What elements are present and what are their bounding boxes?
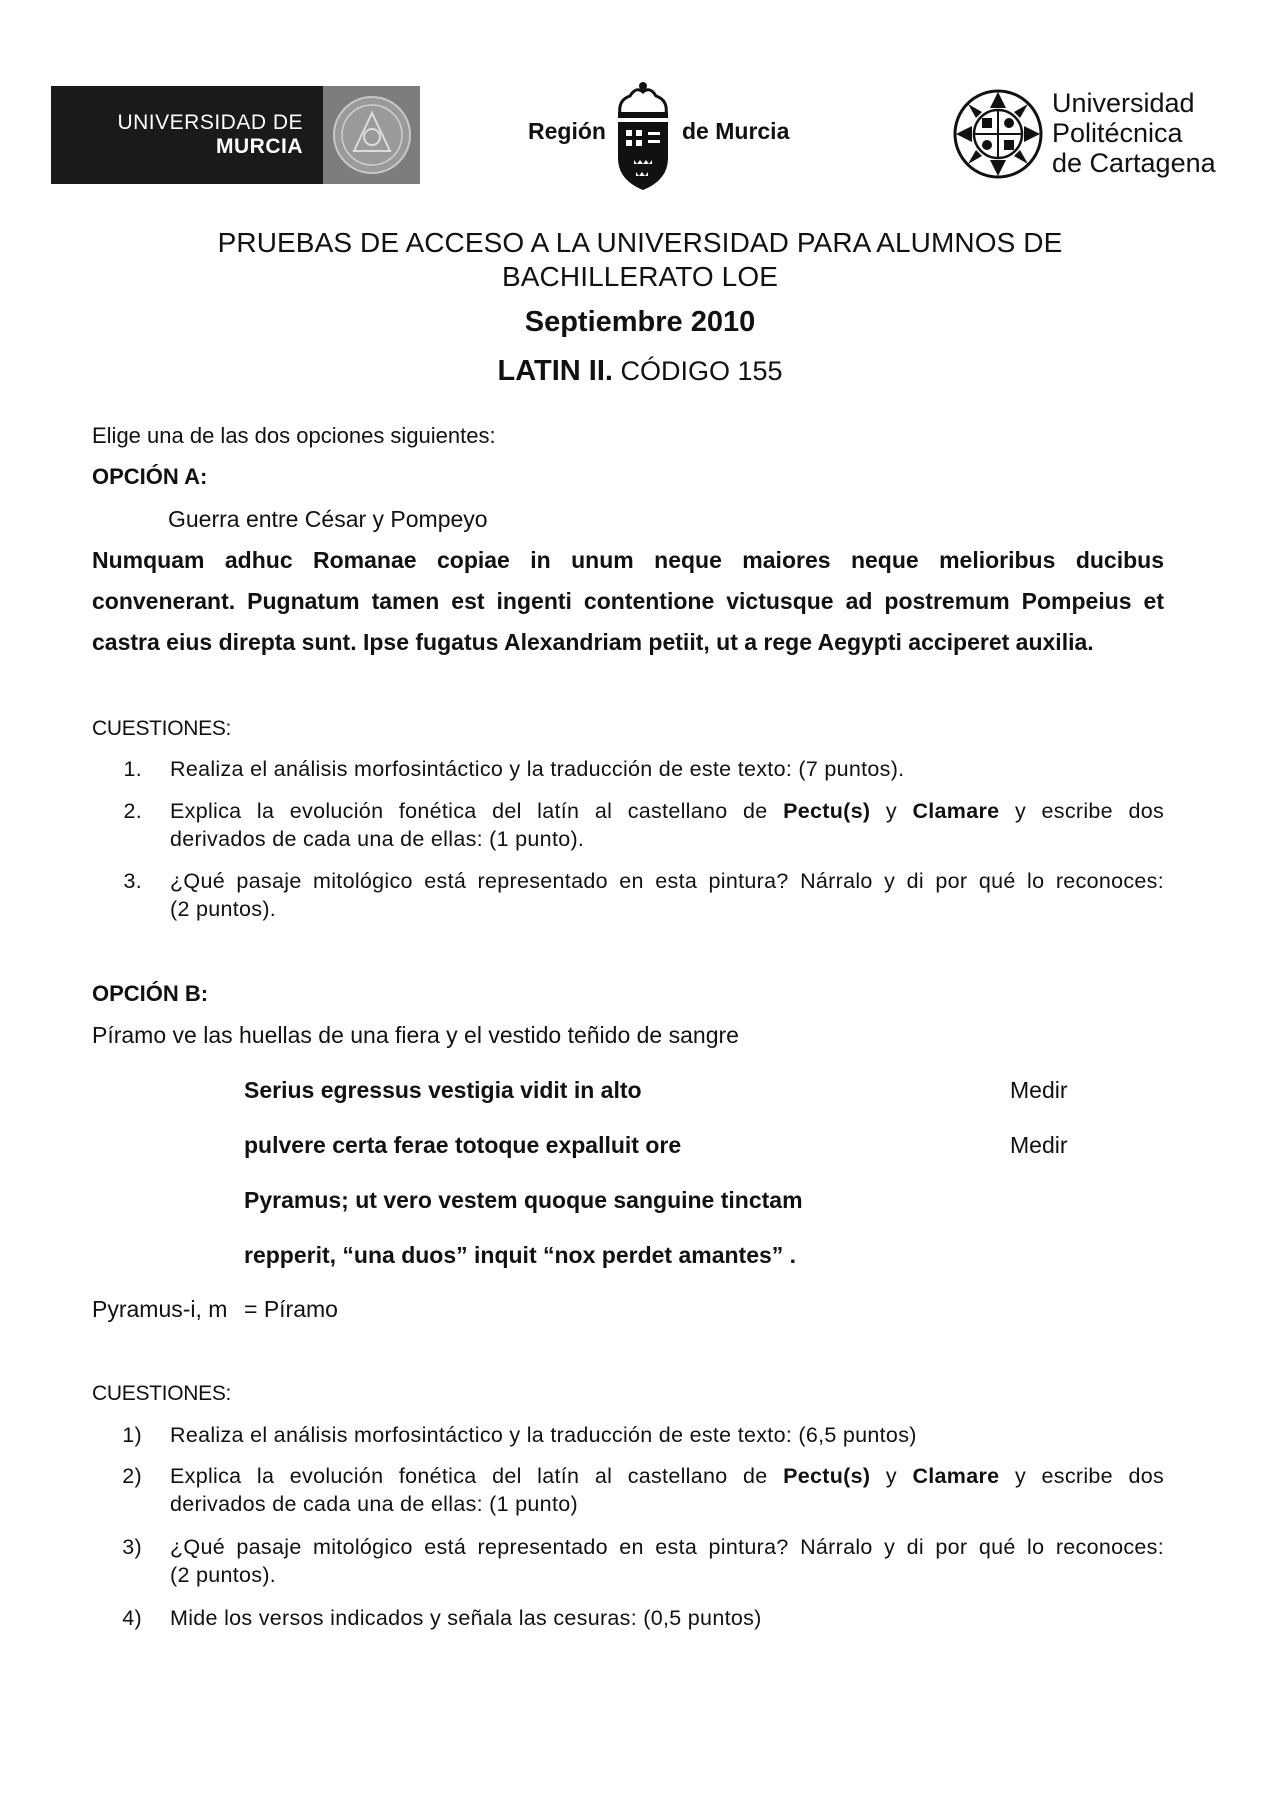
exam-title-line1: PRUEBAS DE ACCESO A LA UNIVERSIDAD PARA ALUMNOS DE [217,227,1063,258]
universidad-murcia-logo [51,86,420,184]
question-text: y [885,799,897,823]
latin-word: Pectu(s) [783,1464,871,1488]
question-text: y [885,1464,897,1488]
question-text: (2 puntos). [170,897,277,921]
subject-name: LATIN II. [497,355,613,387]
question-text: Mide los versos indicados y señala las cesuras: (0,5 puntos) [170,1606,762,1630]
latin-text-line-1: Numquam adhuc Romanae copiae in unum neque maiores neque melioribus ducibus [92,547,1164,573]
verse-line-1: Serius egressus vestigia vidit in alto [244,1077,642,1103]
upct-logo-line1: Universidad [1052,88,1195,118]
question-number: 3) [122,1535,142,1559]
option-a-questions-heading: CUESTIONES: [92,717,232,740]
option-b-questions-heading: CUESTIONES: [92,1382,232,1405]
upct-logo-line3: de Cartagena [1052,148,1216,178]
verse-line-3: Pyramus; ut vero vestem quoque sanguine tinctam [244,1187,803,1213]
question-text: derivados de cada una de ellas: (1 punto) [170,1492,578,1516]
um-logo-text [51,86,323,184]
rm-logo-left: Región [528,118,606,144]
subject-code: CÓDIGO 155 [620,356,783,386]
upct-logo-line2: Politécnica [1052,118,1183,148]
medir-label-1: Medir [1010,1077,1068,1103]
question-number: 1) [122,1423,142,1447]
question-text: Realiza el análisis morfosintáctico y la traducción de este texto: (6,5 puntos) [170,1423,917,1447]
option-b-question-2 [92,1462,1164,1518]
region-murcia-logo [520,80,820,192]
option-b-question-3 [92,1533,1164,1589]
question-number: 2. [123,799,142,823]
verse-line-2: pulvere certa ferae totoque expalluit ore [244,1132,682,1158]
upct-logo-text [1052,88,1216,178]
question-text: (2 puntos). [170,1563,277,1587]
exam-session: Septiembre 2010 [524,306,756,338]
option-b-heading: OPCIÓN B: [92,981,209,1006]
latin-word: Clamare [912,1464,1000,1488]
question-number: 3. [123,869,142,893]
option-a-question-1 [92,755,1164,783]
question-text: ¿Qué pasaje mitológico está representado en esta pintura? Nárralo y di por qué lo reconoces: [170,869,1164,893]
murcia-crest-icon [612,80,674,192]
um-seal-icon [323,86,420,184]
question-text: Realiza el análisis morfosintáctico y la traducción de este texto: (7 puntos). [170,757,905,781]
gloss-definition: = Píramo [244,1296,338,1322]
question-number: 1. [123,757,142,781]
option-b-question-1 [92,1421,1164,1449]
option-a-heading: OPCIÓN A: [92,464,208,489]
latin-word: Pectu(s) [783,799,871,823]
medir-label-2: Medir [1010,1132,1068,1158]
exam-title [0,226,1280,294]
option-b-subtitle: Píramo ve las huellas de una fiera y el vestido teñido de sangre [92,1022,739,1048]
latin-text-line-3: castra eius direpta sunt. Ipse fugatus Alexandriam petiit, ut a rege Aegypti acciperet auxilia. [92,629,1094,655]
question-text: Explica la evolución fonética del latín al castellano de [170,799,768,823]
option-a-question-3 [92,867,1164,923]
latin-text-line-2: convenerant. Pugnatum tamen est ingenti contentione victusque ad postremum Pompeius et [92,588,1164,614]
option-a-subtitle: Guerra entre César y Pompeyo [168,506,488,532]
question-text: y escribe dos [1014,1464,1165,1488]
upct-emblem-icon [952,88,1044,180]
verse-line-4: repperit, “una duos” inquit “nox perdet amantes” . [244,1242,797,1268]
question-number: 2) [122,1464,142,1488]
option-b-question-4 [92,1604,1164,1632]
instruction-text: Elige una de las dos opciones siguientes: [92,423,496,448]
question-text: y escribe dos [1014,799,1165,823]
gloss-term: Pyramus-i, m [92,1296,228,1322]
um-logo-line1: UNIVERSIDAD DE [117,111,303,134]
rm-logo-right: de Murcia [682,118,790,144]
latin-word: Clamare [912,799,1000,823]
option-a-latin-text [92,540,1164,663]
option-a-question-2 [92,797,1164,853]
exam-title-line2: BACHILLERATO LOE [502,261,778,292]
question-text: Explica la evolución fonética del latín al castellano de [170,1464,768,1488]
question-text: ¿Qué pasaje mitológico está representado en esta pintura? Nárralo y di por qué lo reconoces: [170,1535,1164,1559]
exam-subject [0,355,1280,388]
upct-logo [952,86,1232,184]
question-number: 4) [122,1606,142,1630]
um-logo-line2: MURCIA [216,135,303,158]
question-text: derivados de cada una de ellas: (1 punto). [170,827,585,851]
